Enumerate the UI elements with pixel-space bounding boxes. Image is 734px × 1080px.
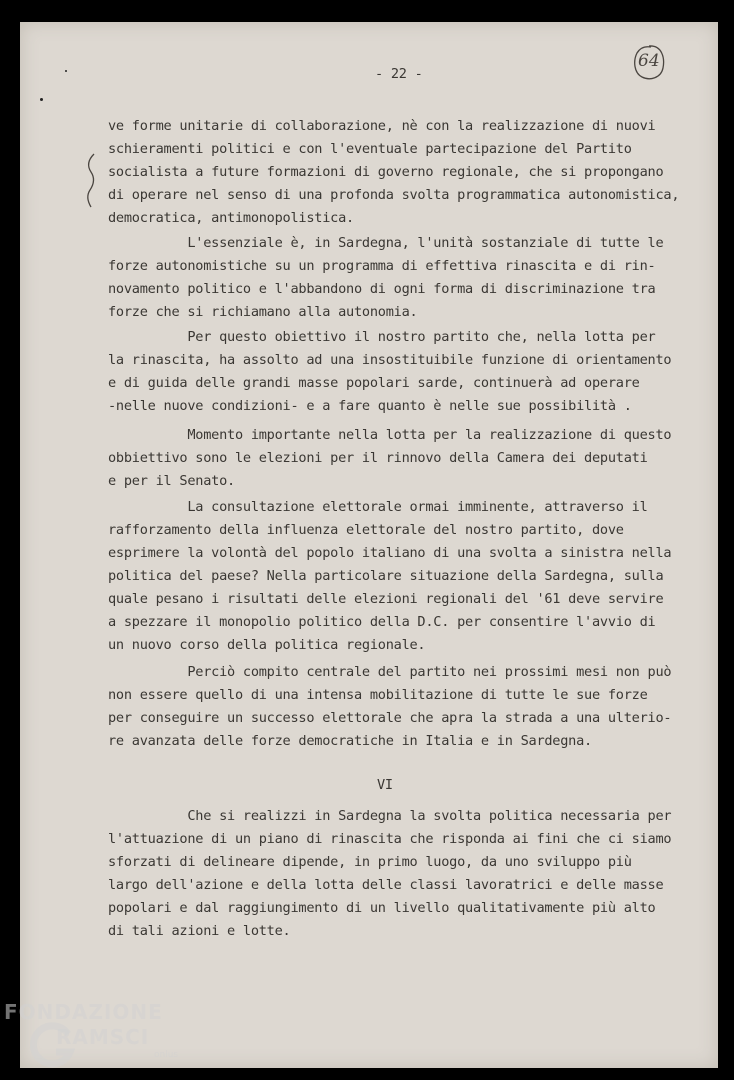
text-line: democratica, antimonopolistica. [108,210,354,226]
text-line: esprimere la volontà del popolo italiano di una svolta a sinistra nella [108,545,672,561]
text-line: forze autonomistiche su un programma di effettiva rinascita e di rin- [108,258,656,274]
text-line: novamento politico e l'abbandono di ogni forma di discriminazione tra [108,281,656,297]
margin-bracket-mark [82,152,102,210]
fondazione-gramsci-watermark [4,1000,194,1076]
text-line: Perciò compito centrale del partito nei prossimi mesi non può [108,664,672,680]
text-line: a spezzare il monopolio politico della D.C. per consentire l'avvio di [108,614,656,630]
text-line: largo dell'azione e della lotta delle classi lavoratrici e delle masse [108,877,664,893]
text-line: -nelle nuove condizioni- e a fare quanto è nelle sue possibilità . [108,398,632,414]
text-line: quale pesano i risultati delle elezioni regionali del '61 deve servire [108,591,664,607]
text-line: re avanzata delle forze democratiche in Italia e in Sardegna. [108,733,592,749]
text-line: Che si realizzi in Sardegna la svolta politica necessaria per [108,808,672,824]
page-number: - 22 - [375,66,423,82]
archive-number: 64 [638,51,660,71]
text-line: non essere quello di una intensa mobilitazione di tutte le sue forze [108,687,648,703]
speck [65,70,67,72]
text-line: e di guida delle grandi masse popolari sarde, continuerà ad operare [108,375,640,391]
text-line: di operare nel senso di una profonda svolta programmatica autonomistica, [108,187,680,203]
archive-number-stamp [632,44,666,82]
text-line: e per il Senato. [108,473,235,489]
speck [40,98,43,101]
text-line: obbiettivo sono le elezioni per il rinnovo della Camera dei deputati [108,450,648,466]
text-line: sforzati di delineare dipende, in primo luogo, da uno sviluppo più [108,854,632,870]
watermark-onlus: onlus [154,1050,179,1060]
text-line: Momento importante nella lotta per la realizzazione di questo [108,427,672,443]
text-line: Per questo obiettivo il nostro partito che, nella lotta per [108,329,656,345]
text-line: per conseguire un successo elettorale che apra la strada a una ulterio- [108,710,672,726]
text-line: politica del paese? Nella particolare situazione della Sardegna, sulla [108,568,664,584]
text-line: popolari e dal raggiungimento di un livello qualitativamente più alto [108,900,656,916]
text-line: La consultazione elettorale ormai imminente, attraverso il [108,499,648,515]
text-line: ve forme unitarie di collaborazione, nè con la realizzazione di nuovi [108,118,656,134]
text-line: forze che si richiamano alla autonomia. [108,304,418,320]
text-line: l'attuazione di un piano di rinascita che risponda ai fini che ci siamo [108,831,672,847]
text-line: di tali azioni e lotte. [108,923,291,939]
watermark-line1: FONDAZIONE [4,1000,163,1024]
text-line: L'essenziale è, in Sardegna, l'unità sostanziale di tutte le [108,235,664,251]
section-heading: VI [377,777,393,793]
text-line: schieramenti politici e con l'eventuale partecipazione del Partito [108,141,632,157]
text-line: rafforzamento della influenza elettorale del nostro partito, dove [108,522,624,538]
watermark-line2: RAMSCI [56,1025,150,1049]
text-line: socialista a future formazioni di governo regionale, che si propongano [108,164,664,180]
text-line: la rinascita, ha assolto ad una insostituibile funzione di orientamento [108,352,672,368]
text-line: un nuovo corso della politica regionale. [108,637,426,653]
